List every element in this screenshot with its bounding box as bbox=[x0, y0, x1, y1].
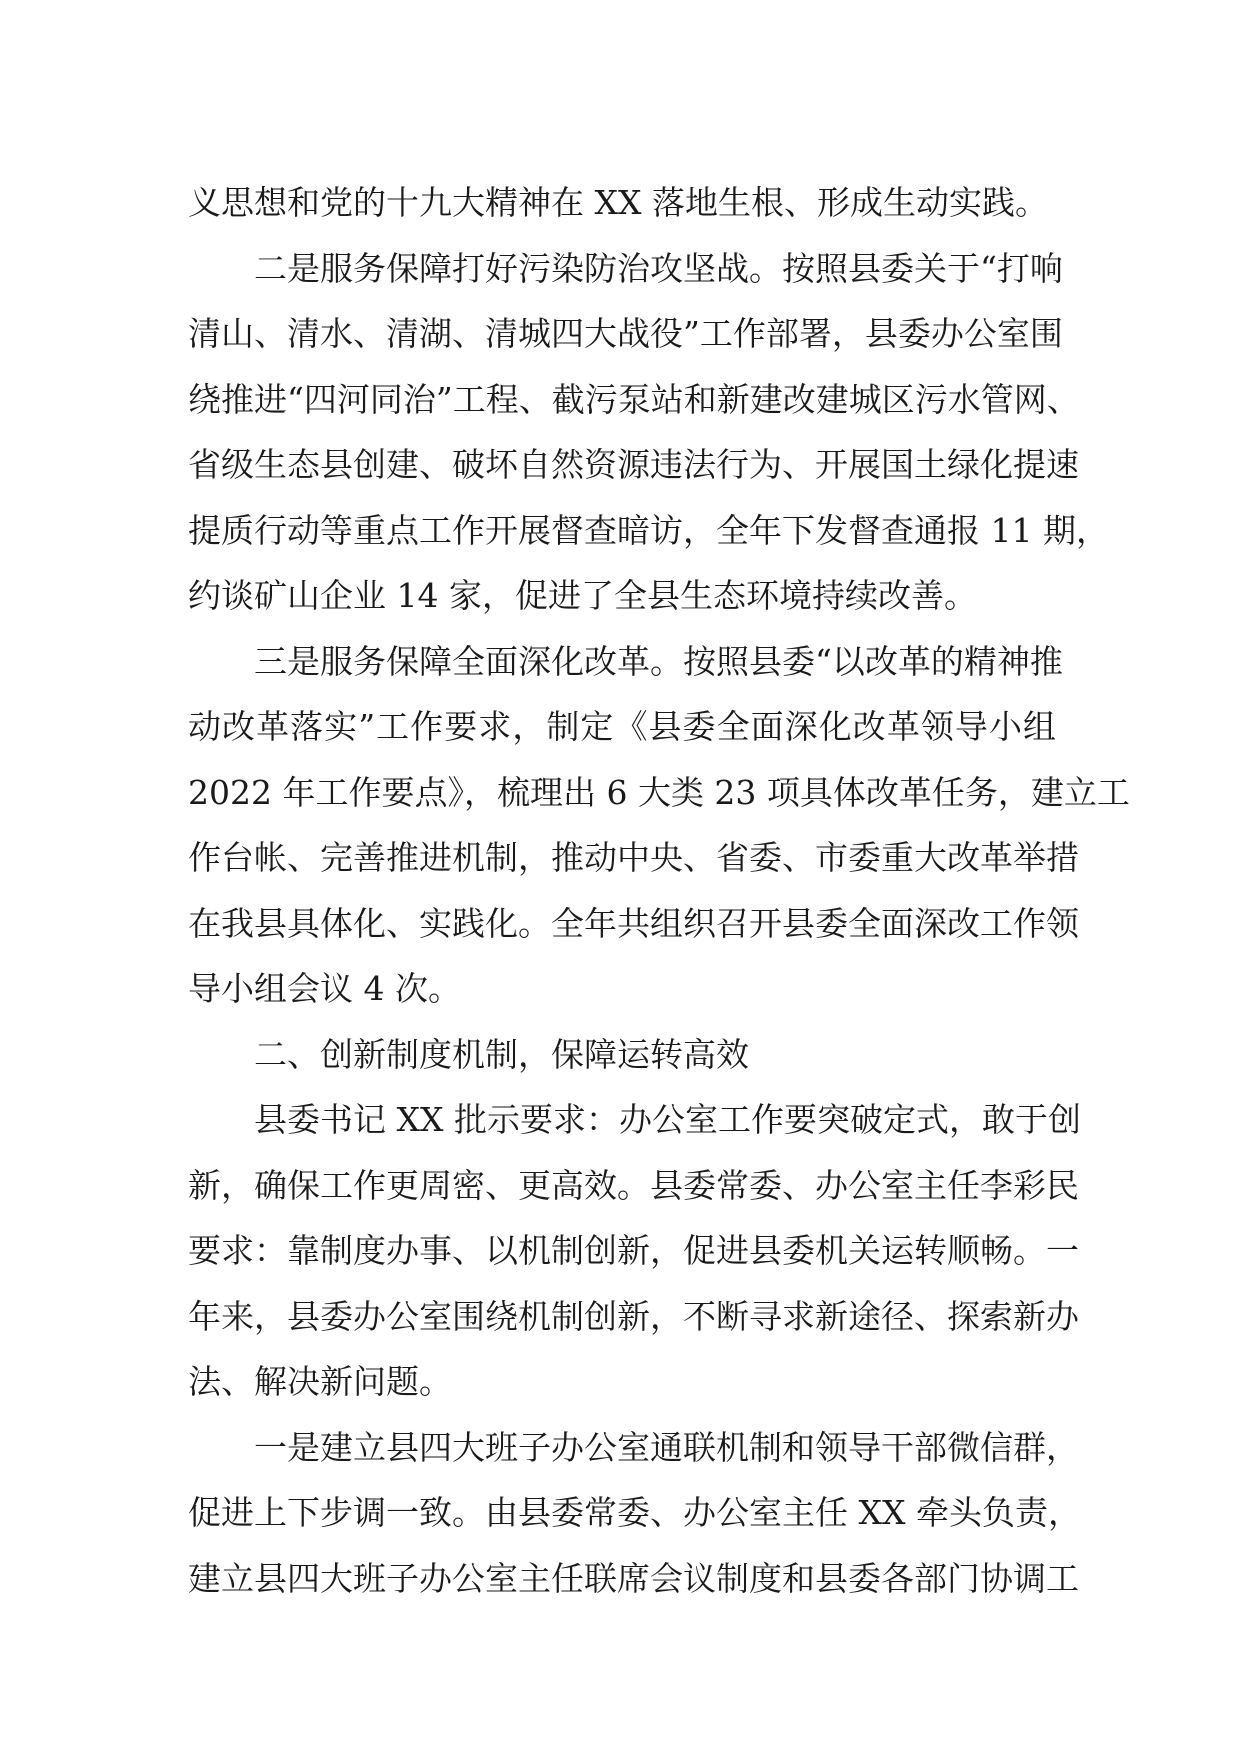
text-line: 2022 年工作要点》，梳理出 6 大类 23 项具体改革任务，建立工 bbox=[188, 772, 1130, 812]
text-line: 清山、清水、清湖、清城四大战役”工作部署，县委办公室围 bbox=[188, 314, 1063, 353]
text-line: 建立县四大班子办公室主任联席会议制度和县委各部门协调工 bbox=[188, 1558, 1079, 1598]
text-line: 促进上下步调一致。由县委常委、办公室主任 XX 牵头负责， bbox=[188, 1493, 1081, 1532]
paragraph-start-line: 二是服务保障打好污染防治攻坚战。按照县委关于“打响 bbox=[254, 248, 1063, 288]
paragraph-start-line: 县委书记 XX 批示要求：办公室工作要突破定式，敢于创 bbox=[254, 1100, 1081, 1139]
text-line: 省级生态县创建、破坏自然资源违法行为、开展国土绿化提速 bbox=[188, 445, 1079, 484]
text-line: 新，确保工作更周密、更高效。县委常委、办公室主任李彩民 bbox=[188, 1165, 1079, 1205]
text-line: 义思想和党的十九大精神在 XX 落地生根、形成生动实践。 bbox=[188, 183, 1048, 222]
text-line: 提质行动等重点工作开展督查暗访，全年下发督查通报 11 期， bbox=[188, 510, 1109, 550]
section-heading: 二、创新制度机制，保障运转高效 bbox=[254, 1034, 749, 1074]
text-line: 绕推进“四河同治”工程、截污泵站和新建改建城区污水管网、 bbox=[188, 379, 1080, 419]
text-line: 作台帐、完善推进机制，推动中央、省委、市委重大改革举措 bbox=[188, 838, 1079, 877]
document-body bbox=[188, 170, 1130, 1611]
paragraph-start-line: 三是服务保障全面深化改革。按照县委“以改革的精神推 bbox=[254, 641, 1063, 681]
text-line: 年来，县委办公室围绕机制创新，不断寻求新途径、探索新办 bbox=[188, 1296, 1079, 1336]
text-line: 在我县具体化、实践化。全年共组织召开县委全面深改工作领 bbox=[188, 903, 1079, 943]
text-line: 约谈矿山企业 14 家，促进了全县生态环境持续改善。 bbox=[188, 576, 977, 615]
text-line: 导小组会议 4 次。 bbox=[188, 969, 461, 1008]
text-line: 法、解决新问题。 bbox=[188, 1362, 452, 1401]
text-line: 动改革落实”工作要求，制定《县委全面深化改革领导小组 bbox=[188, 707, 1056, 746]
text-line: 要求：靠制度办事、以机制创新，促进县委机关运转顺畅。一 bbox=[188, 1231, 1079, 1270]
paragraph-start-line: 一是建立县四大班子办公室通联机制和领导干部微信群， bbox=[254, 1427, 1079, 1467]
